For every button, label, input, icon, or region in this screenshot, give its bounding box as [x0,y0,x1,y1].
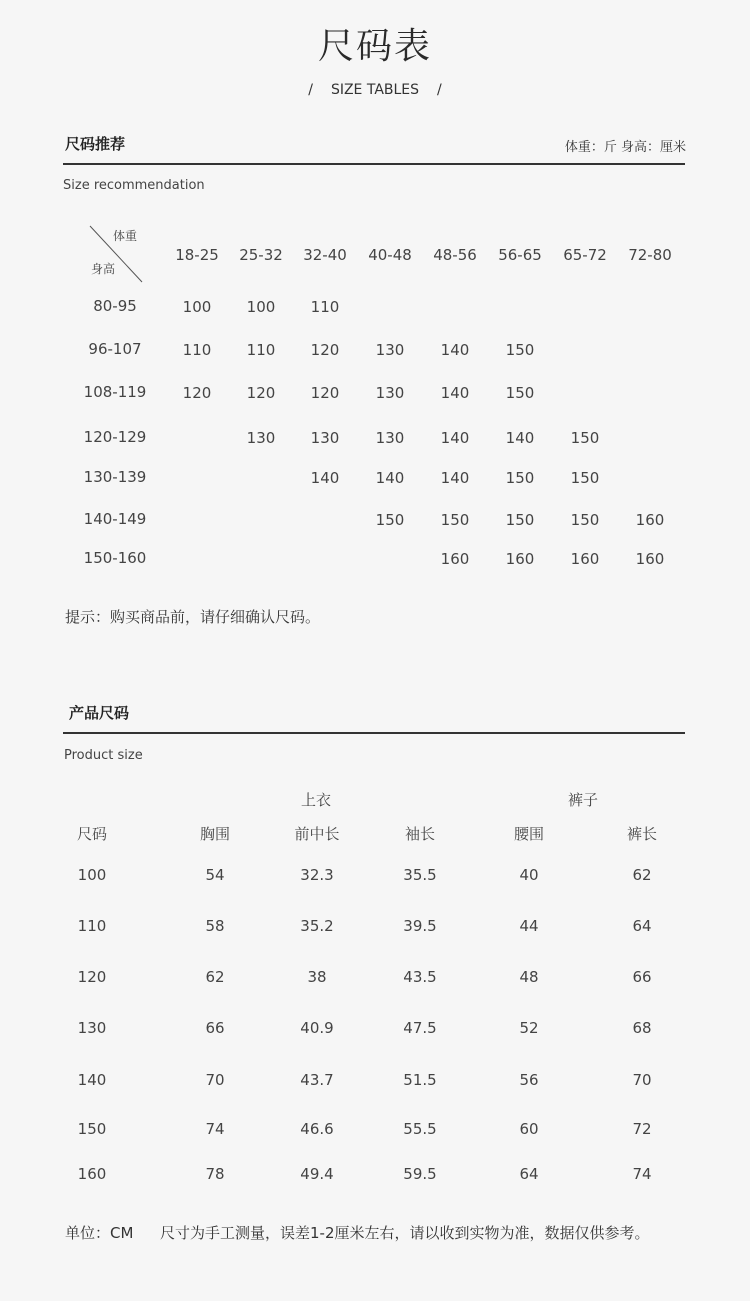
size-cell: 120 [246,384,276,402]
product-measure-cell: 47.5 [403,1019,437,1037]
product-size-label: 130 [77,1019,107,1037]
product-measure-cell: 72 [632,1120,652,1138]
product-measure-cell: 35.2 [300,917,334,935]
product-measure-cell: 74 [632,1165,652,1183]
weight-header: 40-48 [368,246,412,264]
product-measure-cell: 70 [632,1071,652,1089]
recommend-title: 尺码推荐 [65,135,126,153]
product-measure-cell: 64 [632,917,652,935]
size-cell: 100 [182,298,212,316]
height-label: 150-160 [83,549,147,567]
product-column-header: 袖长 [404,825,435,843]
product-measure-cell: 52 [519,1019,539,1037]
size-cell: 140 [440,341,470,359]
page-title: 尺码表 [317,26,432,67]
weight-header: 56-65 [498,246,542,264]
height-label: 130-139 [83,468,147,486]
product-measure-cell: 43.7 [300,1071,334,1089]
product-measure-cell: 59.5 [403,1165,437,1183]
product-subtitle: Product size [64,748,143,763]
size-cell: 150 [375,511,405,529]
product-measure-cell: 32.3 [300,866,334,884]
height-label: 120-129 [83,428,147,446]
height-label: 80-95 [93,297,137,315]
product-measure-cell: 44 [519,917,539,935]
size-cell: 140 [310,469,340,487]
product-measure-cell: 43.5 [403,968,437,986]
product-column-header: 腰围 [513,825,544,843]
corner-height-label: 身高 [91,262,116,276]
size-cell: 130 [246,429,276,447]
size-cell: 110 [182,341,212,359]
product-measure-cell: 39.5 [403,917,437,935]
product-measure-cell: 51.5 [403,1071,437,1089]
group-top-label: 上衣 [300,791,331,809]
product-measure-cell: 78 [205,1165,225,1183]
product-size-label: 110 [77,917,107,935]
size-cell: 140 [505,429,535,447]
product-column-header: 尺码 [76,825,107,843]
product-measure-cell: 56 [519,1071,539,1089]
size-cell: 120 [310,341,340,359]
size-cell: 160 [570,550,600,568]
product-size-label: 140 [77,1071,107,1089]
height-label: 108-119 [83,383,147,401]
product-measure-cell: 62 [632,866,652,884]
size-cell: 150 [505,384,535,402]
size-cell: 120 [182,384,212,402]
product-size-label: 150 [77,1120,107,1138]
size-cell: 160 [635,550,665,568]
product-footnote-text: 尺寸为手工测量，误差1-2厘米左右，请以收到实物为准，数据仅供参考。 [160,1224,650,1242]
product-column-header: 胸围 [199,825,230,843]
recommend-table [0,0,750,600]
size-cell: 140 [375,469,405,487]
weight-header: 65-72 [563,246,607,264]
product-measure-cell: 64 [519,1165,539,1183]
size-cell: 160 [635,511,665,529]
product-measure-cell: 55.5 [403,1120,437,1138]
product-measure-cell: 54 [205,866,225,884]
size-cell: 150 [570,469,600,487]
height-label: 140-149 [83,510,147,528]
product-measure-cell: 40 [519,866,539,884]
size-cell: 130 [375,429,405,447]
size-cell: 160 [440,550,470,568]
size-cell: 130 [375,384,405,402]
size-cell: 110 [310,298,340,316]
weight-header: 72-80 [628,246,672,264]
size-cell: 150 [570,429,600,447]
product-measure-cell: 74 [205,1120,225,1138]
product-measure-cell: 60 [519,1120,539,1138]
corner-weight-label: 体重 [113,229,138,243]
product-measure-cell: 46.6 [300,1120,334,1138]
recommend-subtitle: Size recommendation [63,178,205,193]
product-measure-cell: 40.9 [300,1019,334,1037]
slash-right: / [437,82,442,98]
product-measure-cell: 70 [205,1071,225,1089]
product-measure-cell: 58 [205,917,225,935]
weight-header: 18-25 [175,246,219,264]
size-cell: 100 [246,298,276,316]
slash-left: / [308,82,313,98]
size-cell: 160 [505,550,535,568]
group-pants-label: 裤子 [567,791,598,809]
size-cell: 140 [440,429,470,447]
product-measure-cell: 48 [519,968,539,986]
product-measure-cell: 49.4 [300,1165,334,1183]
weight-header: 25-32 [239,246,283,264]
size-cell: 150 [570,511,600,529]
weight-header: 48-56 [433,246,477,264]
product-measure-cell: 68 [632,1019,652,1037]
size-cell: 150 [505,469,535,487]
subtitle-text: SIZE TABLES [330,82,420,98]
product-measure-cell: 35.5 [403,866,437,884]
recommend-tip: 提示：购买商品前，请仔细确认尺码。 [65,608,321,626]
product-size-label: 120 [77,968,107,986]
size-cell: 130 [310,429,340,447]
product-column-header: 前中长 [294,825,340,843]
size-cell: 140 [440,384,470,402]
height-label: 96-107 [88,340,142,358]
product-measure-cell: 66 [632,968,652,986]
product-measure-cell: 38 [307,968,327,986]
size-cell: 150 [505,341,535,359]
product-measure-cell: 62 [205,968,225,986]
product-measure-cell: 66 [205,1019,225,1037]
size-cell: 150 [440,511,470,529]
recommend-unit-note: 体重：斤 身高：厘米 [564,140,686,155]
size-cell: 130 [375,341,405,359]
product-size-label: 100 [77,866,107,884]
product-size-label: 160 [77,1165,107,1183]
size-cell: 150 [505,511,535,529]
size-cell: 140 [440,469,470,487]
size-cell: 110 [246,341,276,359]
size-cell: 120 [310,384,340,402]
product-divider [63,732,685,734]
product-title: 产品尺码 [69,704,130,722]
weight-header: 32-40 [303,246,347,264]
product-column-header: 裤长 [626,825,657,843]
product-footnote-unit: 单位：CM [65,1224,134,1242]
